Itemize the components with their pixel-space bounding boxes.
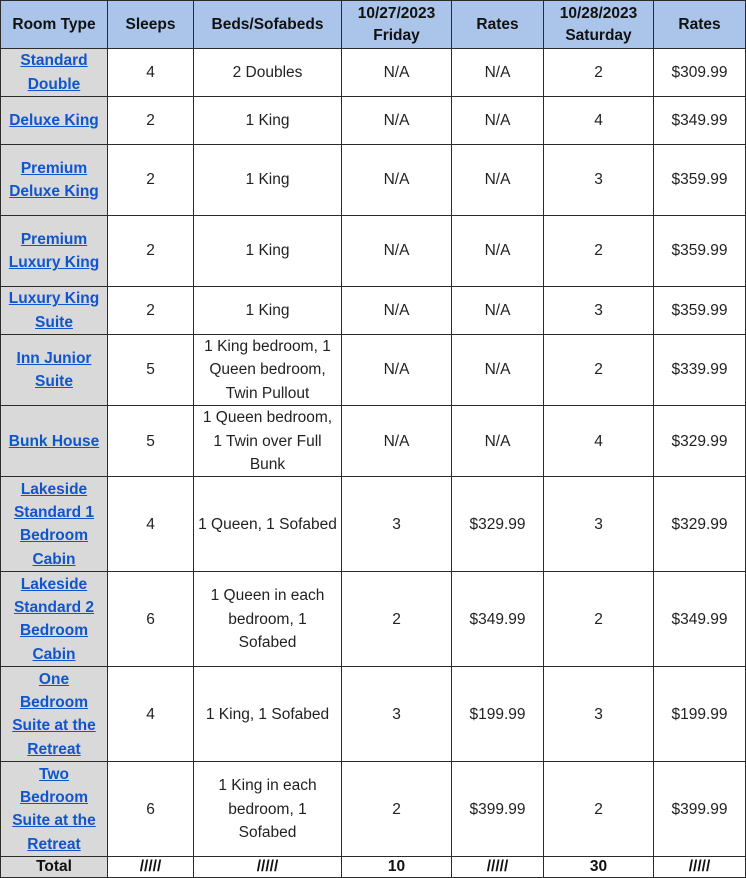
table-row bbox=[1, 49, 746, 97]
table-row bbox=[1, 667, 746, 762]
total-label-cell: Total bbox=[1, 857, 108, 878]
friday-count-cell: N/A bbox=[342, 49, 452, 97]
room-type-cell bbox=[1, 49, 108, 97]
saturday-count-cell: 2 bbox=[544, 572, 654, 667]
friday-rate-cell: N/A bbox=[452, 406, 544, 477]
room-type-cell bbox=[1, 667, 108, 762]
room-type-cell bbox=[1, 477, 108, 572]
header-room-type: Room Type bbox=[1, 1, 108, 49]
header-saturday-rates: Rates bbox=[654, 1, 746, 49]
table-row bbox=[1, 762, 746, 857]
beds-cell: 2 Doubles bbox=[194, 49, 342, 97]
header-friday-rates: Rates bbox=[452, 1, 544, 49]
table-row bbox=[1, 477, 746, 572]
friday-rate-cell: N/A bbox=[452, 49, 544, 97]
saturday-count-cell: 2 bbox=[544, 49, 654, 97]
beds-cell: 1 King bbox=[194, 216, 342, 287]
room-type-cell bbox=[1, 287, 108, 335]
friday-rate-cell: N/A bbox=[452, 287, 544, 335]
friday-count-cell: 2 bbox=[342, 762, 452, 857]
header-sleeps: Sleeps bbox=[108, 1, 194, 49]
sleeps-cell: 5 bbox=[108, 335, 194, 406]
friday-rate-cell: $399.99 bbox=[452, 762, 544, 857]
beds-cell: 1 King, 1 Sofabed bbox=[194, 667, 342, 762]
sleeps-cell: 4 bbox=[108, 49, 194, 97]
room-type-link[interactable]: Standard Double bbox=[20, 52, 88, 93]
room-type-cell bbox=[1, 97, 108, 145]
header-saturday-date: 10/28/2023 bbox=[559, 4, 638, 22]
header-friday-date: 10/27/2023 bbox=[357, 4, 436, 22]
room-type-cell bbox=[1, 145, 108, 216]
saturday-rate-cell: $349.99 bbox=[654, 572, 746, 667]
sleeps-cell: 2 bbox=[108, 145, 194, 216]
room-type-link[interactable]: Lakeside Standard 2 Bedroom Cabin bbox=[13, 575, 95, 663]
total-saturday-rate-cell: ///// bbox=[654, 857, 746, 878]
friday-count-cell: 3 bbox=[342, 667, 452, 762]
room-type-link[interactable]: Premium Luxury King bbox=[8, 230, 100, 271]
room-type-link[interactable]: Premium Deluxe King bbox=[9, 159, 99, 200]
friday-count-cell: N/A bbox=[342, 287, 452, 335]
saturday-count-cell: 2 bbox=[544, 335, 654, 406]
table-row bbox=[1, 287, 746, 335]
table-row bbox=[1, 406, 746, 477]
room-type-cell bbox=[1, 762, 108, 857]
header-row bbox=[1, 1, 746, 49]
beds-cell: 1 King bbox=[194, 97, 342, 145]
beds-cell: 1 Queen, 1 Sofabed bbox=[194, 477, 342, 572]
table-row bbox=[1, 572, 746, 667]
table-body bbox=[1, 49, 746, 878]
friday-rate-cell: $349.99 bbox=[452, 572, 544, 667]
room-type-cell bbox=[1, 335, 108, 406]
total-saturday-count-cell: 30 bbox=[544, 857, 654, 878]
sleeps-cell: 6 bbox=[108, 762, 194, 857]
room-type-link[interactable]: Deluxe King bbox=[9, 111, 99, 129]
saturday-count-cell: 2 bbox=[544, 762, 654, 857]
room-type-cell bbox=[1, 572, 108, 667]
friday-rate-cell: $329.99 bbox=[452, 477, 544, 572]
saturday-rate-cell: $339.99 bbox=[654, 335, 746, 406]
saturday-count-cell: 3 bbox=[544, 145, 654, 216]
saturday-count-cell: 4 bbox=[544, 406, 654, 477]
saturday-rate-cell: $329.99 bbox=[654, 477, 746, 572]
table-row bbox=[1, 145, 746, 216]
beds-cell: 1 King in each bedroom, 1 Sofabed bbox=[194, 762, 342, 857]
room-type-link[interactable]: Lakeside Standard 1 Bedroom Cabin bbox=[13, 480, 95, 568]
room-type-link[interactable]: Inn Junior Suite bbox=[16, 349, 92, 391]
room-type-link[interactable]: Two Bedroom Suite at the Retreat bbox=[12, 765, 96, 853]
sleeps-cell: 6 bbox=[108, 572, 194, 667]
saturday-rate-cell: $329.99 bbox=[654, 406, 746, 477]
table-row bbox=[1, 97, 746, 145]
saturday-rate-cell: $309.99 bbox=[654, 49, 746, 97]
beds-cell: 1 King bbox=[194, 145, 342, 216]
sleeps-cell: 5 bbox=[108, 406, 194, 477]
sleeps-cell: 2 bbox=[108, 97, 194, 145]
friday-count-cell: 2 bbox=[342, 572, 452, 667]
saturday-count-cell: 4 bbox=[544, 97, 654, 145]
friday-count-cell: N/A bbox=[342, 406, 452, 477]
sleeps-cell: 4 bbox=[108, 477, 194, 572]
table-row bbox=[1, 216, 746, 287]
total-friday-count-cell: 10 bbox=[342, 857, 452, 878]
friday-rate-cell: $199.99 bbox=[452, 667, 544, 762]
beds-cell: 1 Queen in each bedroom, 1 Sofabed bbox=[194, 572, 342, 667]
header-friday bbox=[342, 1, 452, 49]
saturday-count-cell: 2 bbox=[544, 216, 654, 287]
friday-count-cell: N/A bbox=[342, 97, 452, 145]
header-friday-day: Friday bbox=[373, 26, 420, 44]
friday-count-cell: 3 bbox=[342, 477, 452, 572]
saturday-count-cell: 3 bbox=[544, 667, 654, 762]
beds-cell: 1 King bedroom, 1 Queen bedroom, Twin Pullout bbox=[194, 335, 342, 406]
friday-rate-cell: N/A bbox=[452, 145, 544, 216]
beds-cell: 1 Queen bedroom, 1 Twin over Full Bunk bbox=[194, 406, 342, 477]
saturday-count-cell: 3 bbox=[544, 477, 654, 572]
saturday-rate-cell: $359.99 bbox=[654, 216, 746, 287]
saturday-rate-cell: $399.99 bbox=[654, 762, 746, 857]
header-saturday bbox=[544, 1, 654, 49]
friday-count-cell: N/A bbox=[342, 145, 452, 216]
room-type-link[interactable]: Luxury King Suite bbox=[8, 290, 100, 331]
header-saturday-day: Saturday bbox=[565, 26, 632, 44]
sleeps-cell: 2 bbox=[108, 287, 194, 335]
total-row bbox=[1, 857, 746, 878]
friday-count-cell: N/A bbox=[342, 216, 452, 287]
friday-count-cell: N/A bbox=[342, 335, 452, 406]
friday-rate-cell: N/A bbox=[452, 97, 544, 145]
room-type-cell bbox=[1, 216, 108, 287]
room-type-link[interactable]: Bunk House bbox=[8, 432, 100, 450]
saturday-rate-cell: $349.99 bbox=[654, 97, 746, 145]
friday-rate-cell: N/A bbox=[452, 216, 544, 287]
total-friday-rate-cell: ///// bbox=[452, 857, 544, 878]
sleeps-cell: 2 bbox=[108, 216, 194, 287]
saturday-count-cell: 3 bbox=[544, 287, 654, 335]
saturday-rate-cell: $359.99 bbox=[654, 287, 746, 335]
header-beds: Beds/Sofabeds bbox=[194, 1, 342, 49]
saturday-rate-cell: $359.99 bbox=[654, 145, 746, 216]
room-type-link[interactable]: One Bedroom Suite at the Retreat bbox=[12, 670, 96, 758]
total-beds-cell: ///// bbox=[194, 857, 342, 878]
sleeps-cell: 4 bbox=[108, 667, 194, 762]
friday-rate-cell: N/A bbox=[452, 335, 544, 406]
table-row bbox=[1, 335, 746, 406]
room-type-cell bbox=[1, 406, 108, 477]
total-sleeps-cell: ///// bbox=[108, 857, 194, 878]
saturday-rate-cell: $199.99 bbox=[654, 667, 746, 762]
beds-cell: 1 King bbox=[194, 287, 342, 335]
